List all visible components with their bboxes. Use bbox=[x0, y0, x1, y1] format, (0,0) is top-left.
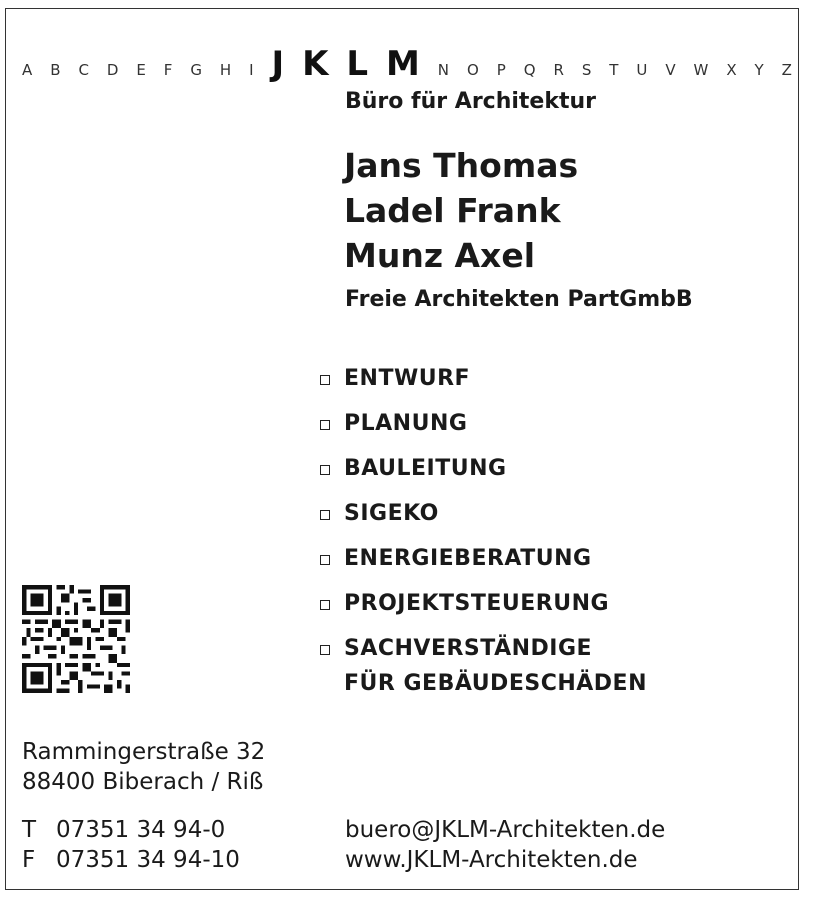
letter: B bbox=[50, 61, 61, 79]
letter: V bbox=[665, 61, 676, 79]
letter: X bbox=[726, 61, 737, 79]
website-link[interactable]: www.JKLM-Architekten.de bbox=[345, 847, 638, 873]
letter: G bbox=[190, 61, 202, 79]
service-label: SACHVERSTÄNDIGE bbox=[344, 636, 593, 661]
partner-name: Jans Thomas bbox=[344, 146, 579, 185]
service-label: ENERGIEBERATUNG bbox=[344, 546, 592, 571]
letter: R bbox=[553, 61, 564, 79]
logo-letter: L bbox=[346, 44, 369, 84]
letter: A bbox=[22, 61, 33, 79]
service-label: BAULEITUNG bbox=[344, 456, 507, 481]
address bbox=[22, 737, 265, 797]
service-label: PROJEKTSTEUERUNG bbox=[344, 591, 610, 616]
letter: C bbox=[78, 61, 89, 79]
logo-letter: M bbox=[386, 44, 420, 84]
letter: S bbox=[581, 61, 592, 79]
square-bullet-icon bbox=[320, 420, 330, 430]
service-label: PLANUNG bbox=[344, 411, 468, 436]
service-label: SIGEKO bbox=[344, 501, 439, 526]
letter: P bbox=[496, 61, 506, 79]
letter: N bbox=[437, 61, 450, 79]
letter: F bbox=[163, 61, 173, 79]
fax-number: 07351 34 94-10 bbox=[56, 847, 240, 873]
phone-number[interactable]: 07351 34 94-0 bbox=[56, 817, 226, 843]
square-bullet-icon bbox=[320, 465, 330, 475]
fax-line bbox=[22, 845, 240, 875]
firm-type: Freie Architekten PartGmbB bbox=[345, 287, 693, 312]
letter: W bbox=[693, 61, 709, 79]
email-link[interactable]: buero@JKLM-Architekten.de bbox=[345, 817, 666, 843]
letter: H bbox=[219, 61, 232, 79]
logo-letter: J bbox=[271, 44, 285, 84]
square-bullet-icon bbox=[320, 600, 330, 610]
letter: E bbox=[136, 61, 146, 79]
street: Rammingerstraße 32 bbox=[22, 739, 266, 765]
letter: Z bbox=[781, 61, 792, 79]
service-label: ENTWURF bbox=[344, 366, 471, 391]
letter: T bbox=[609, 61, 619, 79]
qr-code-icon[interactable] bbox=[22, 585, 130, 693]
square-bullet-icon bbox=[320, 645, 330, 655]
phone-label: T bbox=[22, 817, 37, 843]
online-contact bbox=[345, 815, 665, 875]
partner-name: Munz Axel bbox=[344, 236, 536, 275]
square-bullet-icon bbox=[320, 375, 330, 385]
partner-name: Ladel Frank bbox=[344, 191, 561, 230]
letter: O bbox=[466, 61, 479, 79]
logo-letter: K bbox=[302, 44, 329, 84]
fax-label: F bbox=[22, 847, 36, 873]
square-bullet-icon bbox=[320, 555, 330, 565]
letter: D bbox=[106, 61, 119, 79]
partner-names bbox=[344, 143, 578, 278]
letter: Q bbox=[523, 61, 536, 79]
letter: Y bbox=[754, 61, 764, 79]
phone-fax bbox=[22, 815, 240, 875]
letter: U bbox=[636, 61, 648, 79]
alphabet-row bbox=[22, 44, 792, 84]
letter: I bbox=[249, 61, 254, 79]
phone-line bbox=[22, 815, 240, 845]
square-bullet-icon bbox=[320, 510, 330, 520]
service-label-line2: FÜR GEBÄUDESCHÄDEN bbox=[344, 671, 647, 696]
city: 88400 Biberach / Riß bbox=[22, 769, 264, 795]
subtitle: Büro für Architektur bbox=[345, 89, 597, 114]
